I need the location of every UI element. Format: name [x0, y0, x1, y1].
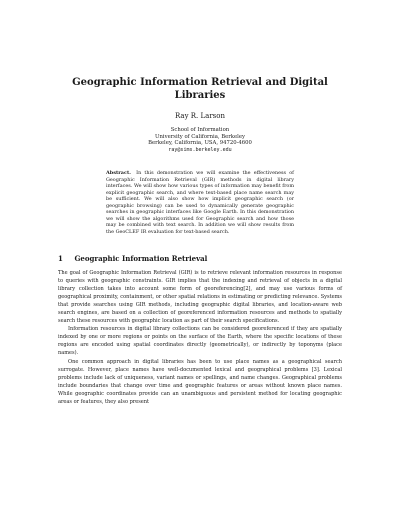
section-title: Geographic Information Retrieval: [74, 254, 208, 263]
paper-title: [60, 76, 340, 102]
affiliation-line-3: Berkeley, California, USA, 94720-4600: [148, 140, 252, 147]
author-name: Ray R. Larson: [175, 112, 225, 120]
abstract-text: In this demonstration we will examine the effectiveness of Geographic Information Retrieval (GIR) methods in digital library interfaces. We will show how various types of information may benefit from explicit geographic search, and where text-based place name search may be sufficient. We will also show how implicit geographic search (or geographic browsing) can be used to dynamically generate geographic searches in geographic interfaces like Google Earth. In this demonstration we will show the algorithms used for Geographic search and how those may be combined with text search. In addition we will show results from the GeoCLEF IR evaluation for text-based search.: [106, 170, 294, 235]
author-email: ray@sims.berkeley.edu: [168, 146, 232, 153]
abstract: [106, 170, 294, 235]
title-line-1: Geographic Information Retrieval and Digital: [72, 77, 328, 88]
affiliation-line-1: School of Information: [170, 127, 230, 133]
body-paragraph-1: The goal of Geographic Information Retrieval (GIR) is to retrieve relevant information resources in response to queries with geographic constraints. GIR implies that the indexing and retrieval of objects in a digital library collection takes into account some form of georeferencing[2], and may use various forms of geographical proximity, containment, or other spatial relations in estimating or predicting relevance. Systems that provide searches using GIR methods, including geographic digital libraries, and location-aware web search engines, are based on a collection of georeferenced information resources and methods to spatially search these resources with geographic location as part of their search specifications.: [58, 270, 342, 325]
section-number: 1: [58, 254, 63, 263]
author-affiliation: [60, 127, 340, 153]
affiliation-line-2: University of California, Berkeley: [155, 133, 245, 140]
title-line-2: Libraries: [174, 90, 226, 101]
section-heading: [58, 254, 342, 263]
body-paragraph-2: Information resources in digital library collections can be considered georeferenced if they are spatially indexed by one or more regions or points on the surface of the Earth, where the specific locations of these regions are encoded using spatial coordinates directly (geometrically), or indirectly by toponyms (place names).: [58, 326, 342, 357]
section-body: [58, 269, 342, 406]
abstract-label: Abstract.: [106, 170, 131, 176]
body-paragraph-3: One common approach in digital libraries has been to use place names as a geographical search surrogate. However, place names have well-documented lexical and geographical problems [3]. Lexical problems include lack of uniqueness, variant names or spellings, and name changes. Geographical problems include boundaries that change over time and geographic features or areas without known place names. While geographic coordinates provide can an unambiguous and persistent method for locating geographic areas or features, they also present: [58, 358, 342, 405]
